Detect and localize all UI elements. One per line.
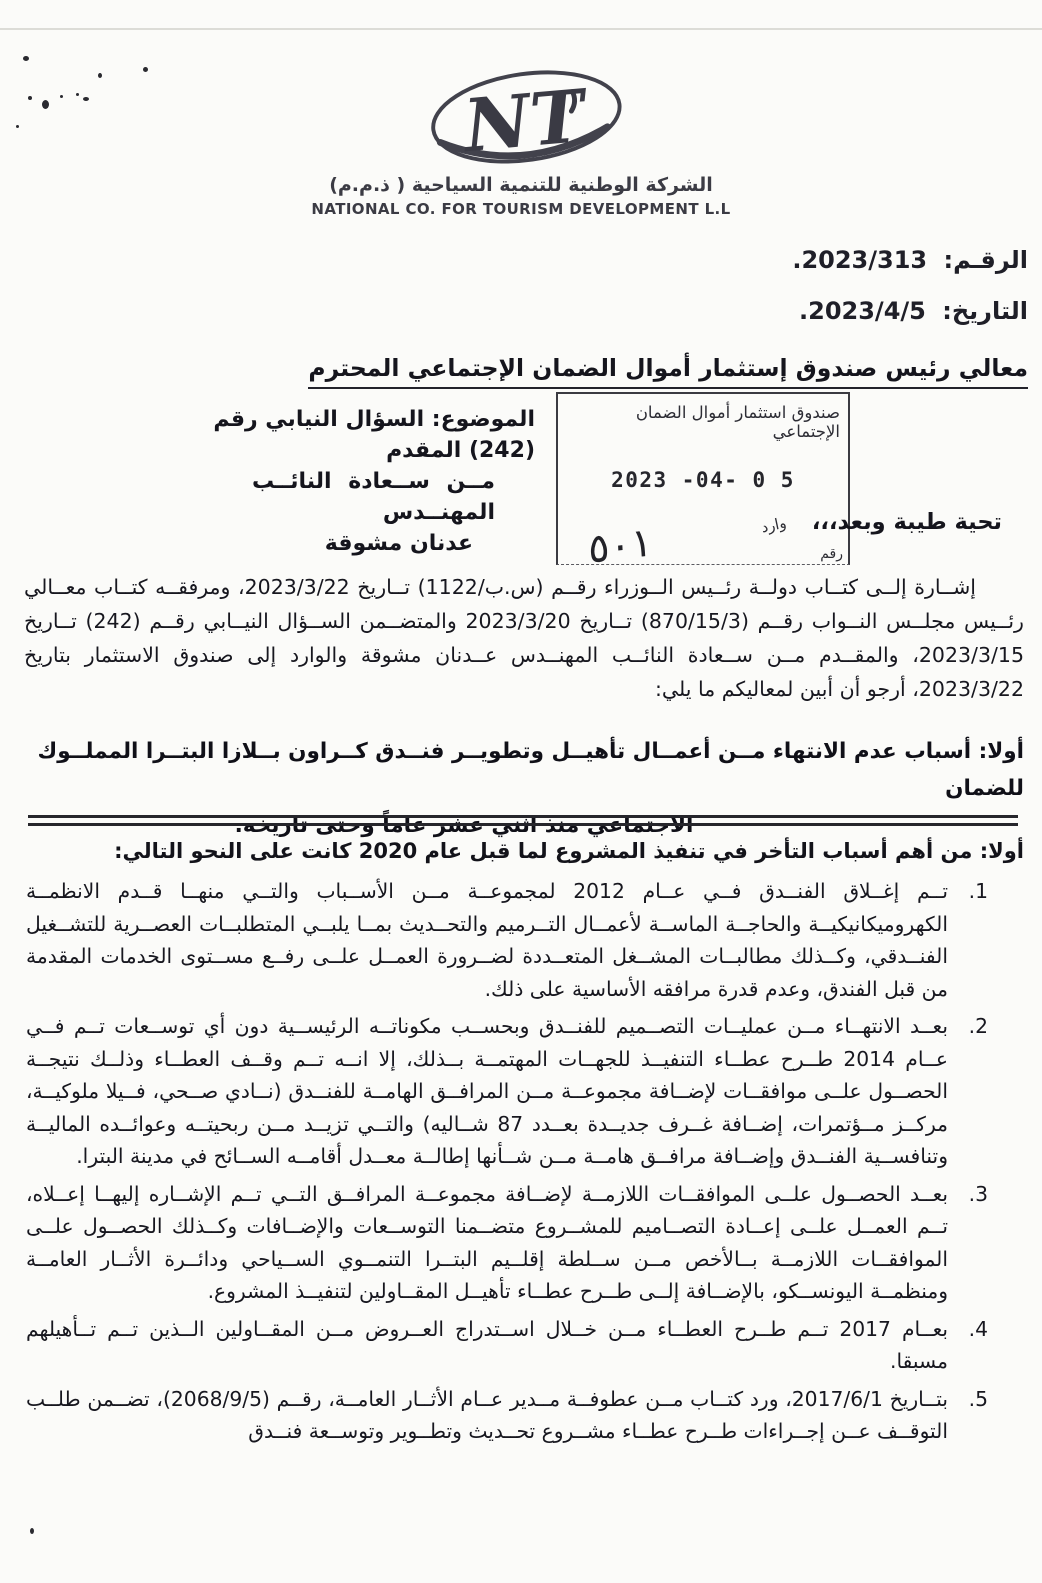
stamp-received-label: وارد — [759, 513, 788, 537]
greeting-line: تحية طيبة وبعد،،، — [811, 509, 1002, 535]
stamp-number-label: رقم — [820, 546, 843, 562]
monogram-letters: NT — [460, 74, 588, 170]
list-item-number: 1. — [968, 879, 988, 903]
list-item-text: بعــد الانتهــاء مــن عمليــات التصــميم للفنــدق وبحســب مكوناتــه الرئيســية دون أي توســعات تــم فــي عــام 2014 طــرح عطــاء التنفيــذ للجهــات المهتمــة بــذلك، إلا انــه تــم وقــف العطــاء وذلــك نتيجــة الحصــول علــى موافقــات لإضــافة مجموعــة مــن المرافــق الهامــة للفنــدق (نــادي صــحي، فــيلا ملوكيــة، مركــز مــؤتمرات، إضــافة غــرف جديــدة بعــدد 87 شــاليه) والتــي تزيــد مــن ربحيتــه وعوائــده الماليــة وتنافســية الفنــدق وإضــافة مرافــق هامــة مــن شــأنها إطالــة معــدل أقامــه الســائح في مدينة البترا. — [26, 1014, 948, 1168]
scan-artifact-line — [0, 28, 1042, 30]
reference-block — [792, 246, 1028, 325]
subject-block — [183, 404, 535, 559]
main-heading-line-1: أولا: أسباب عدم الانتهاء مــن أعمــال تأهيــل وتطويــر فنــدق كــراون بــلازا البتــرا المملــوك للضمان — [37, 739, 1024, 801]
double-rule-divider — [28, 815, 1018, 826]
stamp-organization: صندوق استثمار أموال الضمان الإجتماعي — [635, 403, 840, 441]
subject-line-3: عدنان مشوقة — [324, 531, 473, 556]
list-item-number: 2. — [968, 1014, 988, 1038]
list-item-text: بعــد الحصــول علــى الموافقــات اللازمــة لإضــافة مجموعــة المرافــق التــي تــم الإشــاره إليهــا إعــلاه، تــم العمــل علــى إعــادة التصــاميم للمشــروع متضــمنا التوســعات والإضــافات وكــذلك الحصــول علــى الموافقــات اللازمــة بــالأخص مــن ســلطة إقلــيم البتــرا التنمــوي الســياحي ودائــرة الأثــار العامــة ومنظمــة اليونســكو، بالإضــافة إلــى طــرح عطــاء تأهيــل المقــاولين لتنفيــذ المشروع. — [26, 1181, 948, 1303]
list-item-number: 5. — [968, 1386, 988, 1411]
list-item-text: بتــاريخ 2017/6/1، ورد كتــاب مــن عطوفــة مــدير عــام الأثــار العامــة، رقــم (2068/9/5)، تضــمن طلــب التوقــف عــن إجــراءات طــرح عطــاء مشــروع تحــديث وتطــوير وتوســعة فنــدق — [26, 1386, 948, 1443]
numbered-list — [26, 875, 990, 1453]
list-item — [26, 1313, 990, 1378]
reference-number-line — [792, 246, 1028, 274]
list-item-text: تــم إغــلاق الفنــدق فــي عــام 2012 لمجموعــة مــن الأســباب والتــي منهــا قــدم الانظمــة الكهروميكانيكيــة والحاجــة الماســة لأعمــال التــرميم والتحــديث بمــا يلبــي المتطلبــات العصــرية للتشــغيل الفنــدقي، وكــذلك مطالبــات المشــغل المتعــددة لضــرورة العمــل علــى رفــع مســتوى الخدمات المقدمة من قبل الفندق، وعدم قدرة مرافقه الأساسية على ذلك. — [26, 879, 949, 1001]
ink-speck — [30, 1528, 34, 1534]
list-item-text: بعــام 2017 تــم طــرح العطــاء مــن خــلال اســتدراج العــروض مــن المقــاولين الــذين تــم تــأهيلهم مسبقا. — [26, 1316, 949, 1373]
nt-monogram-icon — [409, 58, 634, 174]
list-item-number: 4. — [968, 1316, 988, 1341]
addressee-line: معالي رئيس صندوق إستثمار أموال الضمان الإجتماعي المحترم — [308, 354, 1028, 389]
reference-number-label: الرقـم: — [943, 246, 1028, 274]
stamp-handwritten-number: ٥٠١ — [587, 519, 654, 573]
company-name-english: NATIONAL CO. FOR TOURISM DEVELOPMENT L.L — [311, 200, 731, 218]
list-item — [26, 1178, 990, 1308]
reference-number-value: 2023/313. — [792, 246, 928, 274]
list-item — [26, 1010, 990, 1173]
list-item-number: 3. — [968, 1181, 988, 1206]
company-name-arabic: الشركة الوطنية للتنمية السياحية ( ذ.م.م) — [329, 174, 713, 196]
received-stamp-box — [556, 392, 850, 573]
section-intro-line: أولا: من أهم أسباب التأخر في تنفيذ المشروع لما قبل عام 2020 كانت على النحو التالي: — [114, 839, 1024, 863]
subject-line-1: الموضوع: السؤال النيابي رقم (242) المقدم — [213, 407, 535, 463]
list-item — [26, 1383, 990, 1448]
subject-line-2: مــن ســعادة النائــب المهنــدس — [251, 469, 495, 525]
main-heading-line-2: الاجتماعي منذ اثني عشر عاماً وحتى تاريخه. — [234, 813, 694, 838]
stamp-date: 2023 -04- 0 5 — [611, 468, 795, 492]
main-heading — [24, 733, 1024, 844]
company-logo — [0, 58, 1042, 218]
list-item — [26, 875, 990, 1005]
date-value: 2023/4/5. — [799, 297, 926, 325]
intro-paragraph: إشــارة إلــى كتــاب دولــة رئــيس الــوزراء رقــم (س.ب/1122) تــاريخ 2023/3/22، ومرفقــه كتــاب معــالي رئــيس مجلــس النــواب رقــم (870/15/3) تــاريخ 2023/3/20 والمتضــمن الســؤال النيــابي رقــم (242) تــاريخ 2023/3/15، والمقــدم مــن ســعادة النائــب المهنــدس عــدنان مشوقة والوارد إلى صندوق الاستثمار بتاريخ 2023/3/22، أرجو أن أبين لمعاليكم ما يلي: — [24, 575, 1024, 701]
date-line — [792, 297, 1028, 325]
date-label: التاريخ: — [942, 297, 1028, 325]
